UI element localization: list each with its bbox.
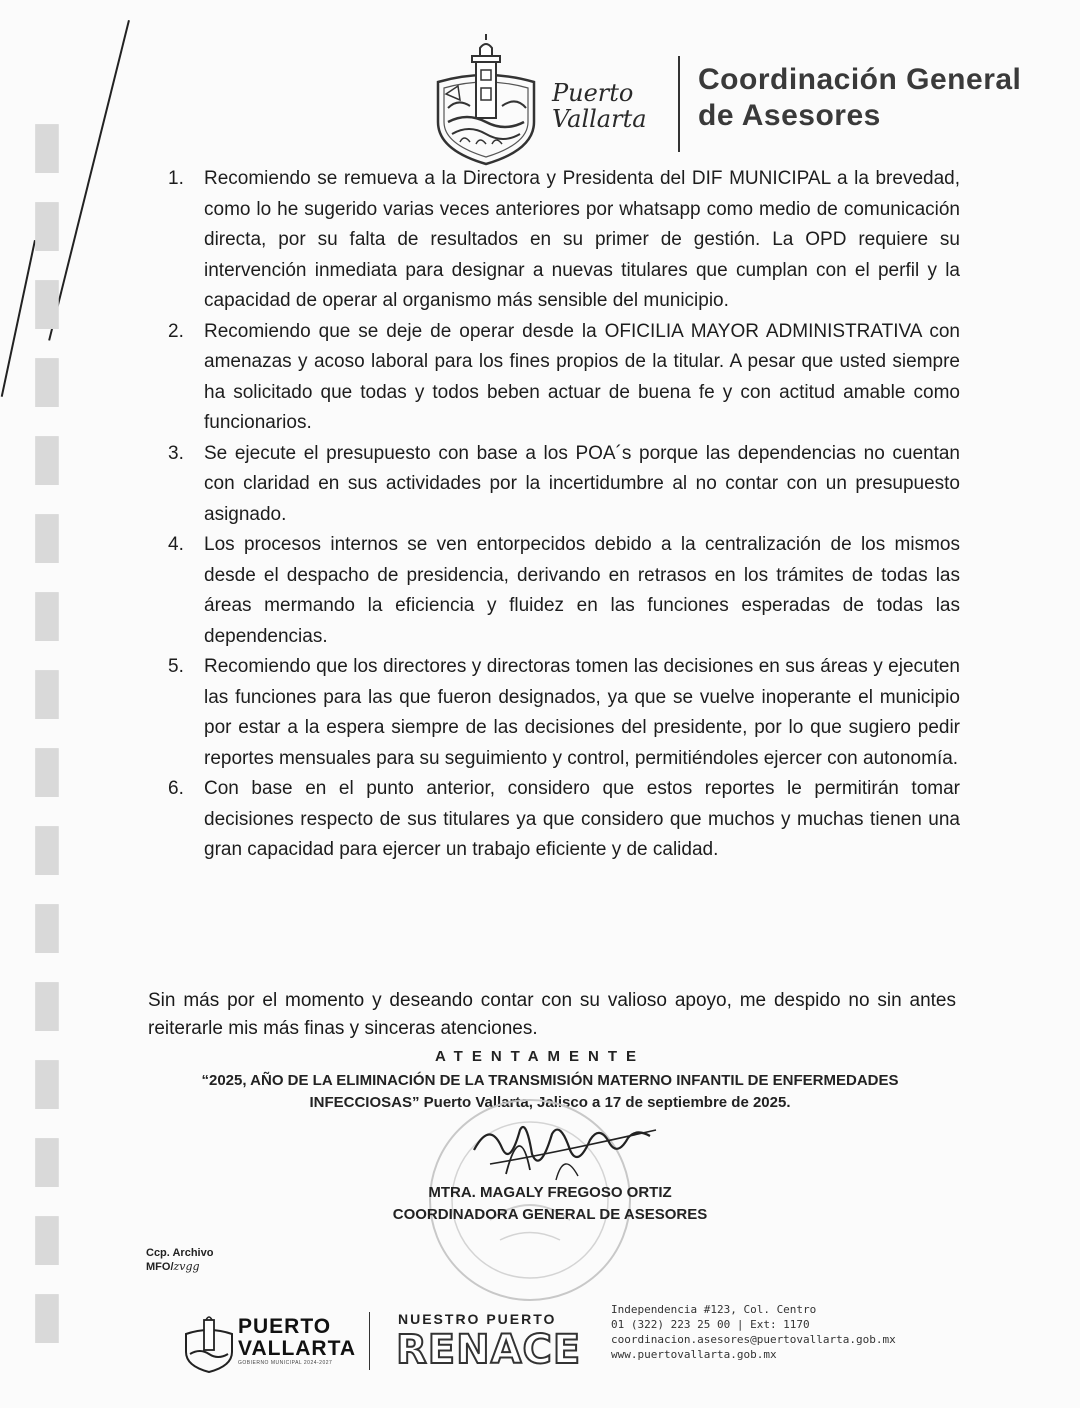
closing-paragraph: Sin más por el momento y deseando contar con su valioso apoyo, me despido no sin antes reiterarle mis más finas y sinceras atenciones. xyxy=(148,990,956,1039)
org-title xyxy=(698,62,1021,134)
letterhead xyxy=(430,38,1070,168)
list-item-text: Con base en el punto anterior, considero que estos reportes le permitirán tomar decisiones respecto de sus titulares ya que considero que muchos y muchas tienen una gran capacidad para ejercer un trabajo eficiente y de calidad. xyxy=(204,778,960,860)
signer-title: COORDINADORA GENERAL DE ASESORES xyxy=(392,1206,708,1223)
list-item-number: 3. xyxy=(168,442,184,464)
list-item-number: 2. xyxy=(168,320,184,342)
header-city-line1: Puerto xyxy=(552,79,634,107)
recommendation-list xyxy=(160,164,960,866)
org-title-line2: de Asesores xyxy=(698,99,881,132)
list-item-text: Recomiendo que se deje de operar desde la OFICILIA MAYOR ADMINISTRATIVA con amenazas y acoso laboral para los fines propios de la titular. A pesar que usted siempre ha solicitado que todas y todos beben actuar de buena fe y con actitud amable como funcionarios. xyxy=(204,320,960,433)
contact-phone: 01 (322) 223 25 00 | Ext: 1170 xyxy=(611,1318,810,1331)
footer-lighthouse-icon xyxy=(182,1312,236,1374)
signer-name: MTRA. MAGALY FREGOSO ORTIZ xyxy=(428,1184,672,1201)
handwritten-signature xyxy=(460,1110,660,1190)
list-item-number: 1. xyxy=(168,168,184,189)
list-item-text: Recomiendo se remueva a la Directora y Presidenta del DIF MUNICIPAL a la brevedad, como lo he sugerido varias veces anteriores por whatsapp como medio de comunicación directa, por su falta de resultados en su primer de gestión. La OPD requiere su intervención inmediata para designar a nuevas titulares que cumplan con el perfil y la capacidad de operar al organismo más sensible del municipio. xyxy=(204,168,960,311)
ccp-handwritten-initials: zvgg xyxy=(173,1260,200,1273)
ccp-initials: MFO/ xyxy=(146,1261,174,1273)
footer-divider xyxy=(369,1312,370,1370)
contact-email: coordinacion.asesores@puertovallarta.gob.mx xyxy=(611,1333,896,1346)
official-motto-date: “2025, AÑO DE LA ELIMINACIÓN DE LA TRANSMISIÓN MATERNO INFANTIL DE ENFERMEDADES INFECCIOSAS” Puerto Vallarta, Jalisco a 17 de septiembre de 2025. xyxy=(201,1072,899,1111)
header-city-line2: Vallarta xyxy=(552,105,647,133)
footer-city-subtitle: GOBIERNO MUNICIPAL 2024-2027 xyxy=(238,1360,333,1366)
header-divider xyxy=(678,56,680,152)
received-stamp-edge: ▮▮▮▮▮▮▮▮▮▮▮▮▮▮▮▮ xyxy=(10,112,84,1360)
list-item-number: 6. xyxy=(168,778,184,799)
header-city-name xyxy=(552,80,647,132)
contact-web: www.puertovallarta.gob.mx xyxy=(611,1348,777,1361)
list-item-number: 4. xyxy=(168,534,184,555)
list-item xyxy=(160,652,960,774)
ccp-line1: Ccp. Archivo xyxy=(146,1247,214,1259)
list-item xyxy=(160,317,960,439)
list-item xyxy=(160,164,960,317)
contact-block xyxy=(611,1302,896,1362)
footer-city-name xyxy=(238,1316,356,1360)
org-title-line1: Coordinación General xyxy=(698,63,1022,96)
ccp-line2 xyxy=(146,1260,213,1274)
signer-block xyxy=(360,1182,740,1226)
footer-city-line1: PUERTO xyxy=(238,1315,332,1338)
list-item xyxy=(160,530,960,652)
list-item-text: Recomiendo que los directores y directoras tomen las decisiones en sus áreas y ejecuten las funciones para las que fueron designados, ya que se vuelve inoperante el municipio por estar a la espera siempre de las decisiones del presidente, por lo que sugiero pedir reportes mensuales para su seguimiento y control, permitiéndoles ejercer con autonomía. xyxy=(204,656,960,769)
list-item-number: 5. xyxy=(168,656,184,677)
list-item-text: Los procesos internos se ven entorpecidos debido a la centralización de los mismos desde el despacho de presidencia, derivando en retrasos en los trámites de todas las áreas mermando la eficiencia y fluidez en las funciones esperadas de todas las dependencias. xyxy=(204,534,960,647)
lighthouse-shield-icon xyxy=(430,38,542,166)
list-item xyxy=(160,439,960,531)
list-item-text: Se ejecute el presupuesto con base a los POA´s porque las dependencias no cuentan con claridad en sus actividades por la incertidumbre al no contar con un presupuesto asignado. xyxy=(204,442,960,525)
footer-city-line2: VALLARTA xyxy=(238,1337,357,1360)
list-item xyxy=(160,774,960,866)
copy-archive-note xyxy=(146,1246,213,1274)
campaign-top-text: NUESTRO PUERTO xyxy=(398,1311,557,1327)
contact-address: Independencia #123, Col. Centro xyxy=(611,1303,817,1316)
attentively-heading: ATENTAMENTE xyxy=(434,1048,646,1065)
campaign-logo-text: RENACE xyxy=(396,1327,582,1373)
